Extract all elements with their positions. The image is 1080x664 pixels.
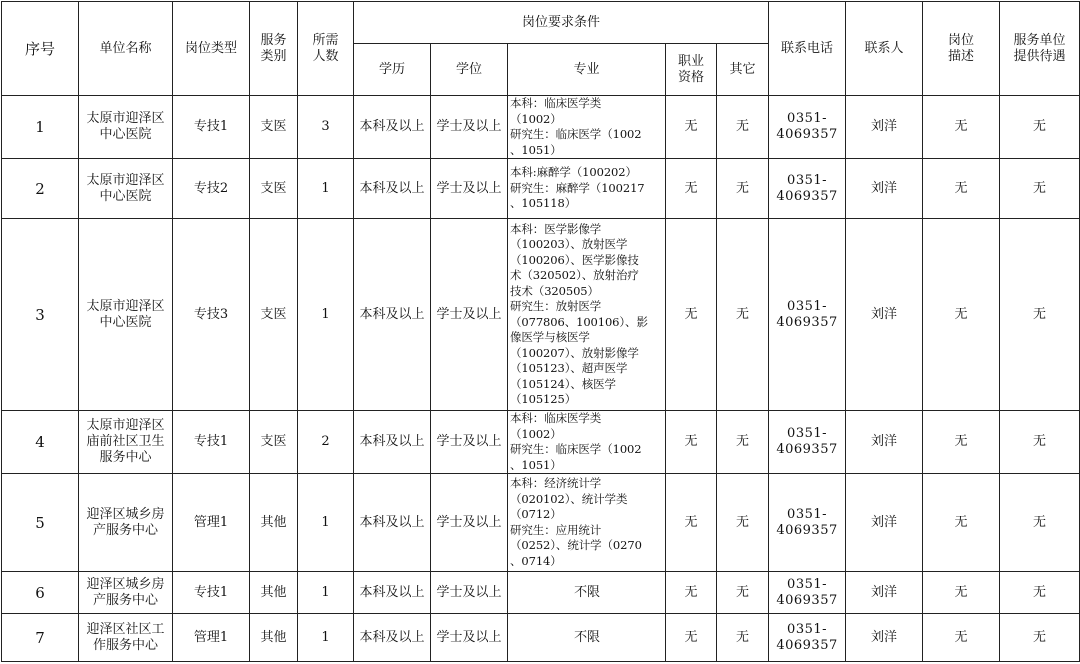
header-contact: 联系人 (846, 2, 923, 96)
cell-description: 无 (923, 411, 1000, 474)
cell-service-category: 支医 (250, 96, 298, 159)
cell-qualification: 无 (666, 219, 717, 411)
cell-description: 无 (923, 614, 1000, 662)
cell-contact: 刘洋 (846, 572, 923, 614)
cell-other: 无 (717, 159, 769, 219)
cell-unit: 迎泽区城乡房产服务中心 (79, 572, 173, 614)
table-row (2, 614, 1080, 662)
cell-phone: 0351- 4069357 (769, 159, 846, 219)
cell-seq: 2 (2, 159, 79, 219)
table-row (2, 474, 1080, 572)
cell-major: 不限 (508, 614, 666, 662)
cell-count: 1 (298, 219, 354, 411)
cell-service-category: 其他 (250, 572, 298, 614)
cell-post-type: 专技3 (173, 219, 250, 411)
cell-major: 本科：临床医学类 （1002） 研究生：临床医学（1002 、1051） (508, 411, 666, 474)
cell-seq: 3 (2, 219, 79, 411)
header-degree: 学位 (431, 44, 508, 96)
cell-major: 本科:麻醉学（100202） 研究生：麻醉学（100217 、105118） (508, 159, 666, 219)
cell-phone: 0351- 4069357 (769, 474, 846, 572)
cell-education: 本科及以上 (354, 614, 431, 662)
cell-contact: 刘洋 (846, 96, 923, 159)
cell-count: 1 (298, 159, 354, 219)
cell-education: 本科及以上 (354, 96, 431, 159)
cell-benefits: 无 (1000, 572, 1080, 614)
cell-benefits: 无 (1000, 474, 1080, 572)
cell-qualification: 无 (666, 411, 717, 474)
cell-description: 无 (923, 96, 1000, 159)
header-post-type: 岗位类型 (173, 2, 250, 96)
cell-degree: 学士及以上 (431, 96, 508, 159)
cell-degree: 学士及以上 (431, 411, 508, 474)
cell-count: 1 (298, 572, 354, 614)
cell-unit: 太原市迎泽区中心医院 (79, 159, 173, 219)
cell-education: 本科及以上 (354, 159, 431, 219)
cell-service-category: 支医 (250, 411, 298, 474)
cell-benefits: 无 (1000, 96, 1080, 159)
cell-benefits: 无 (1000, 411, 1080, 474)
header-education: 学历 (354, 44, 431, 96)
cell-degree: 学士及以上 (431, 614, 508, 662)
cell-description: 无 (923, 572, 1000, 614)
cell-benefits: 无 (1000, 614, 1080, 662)
cell-phone: 0351- 4069357 (769, 411, 846, 474)
cell-seq: 6 (2, 572, 79, 614)
header-seq: 序号 (2, 2, 79, 96)
cell-unit: 太原市迎泽区中心医院 (79, 96, 173, 159)
cell-service-category: 支医 (250, 159, 298, 219)
header-unit: 单位名称 (79, 2, 173, 96)
cell-education: 本科及以上 (354, 411, 431, 474)
table-row (2, 411, 1080, 474)
cell-unit: 迎泽区城乡房产服务中心 (79, 474, 173, 572)
cell-service-category: 其他 (250, 614, 298, 662)
cell-contact: 刘洋 (846, 614, 923, 662)
table-row (2, 219, 1080, 411)
cell-post-type: 专技2 (173, 159, 250, 219)
cell-seq: 7 (2, 614, 79, 662)
cell-degree: 学士及以上 (431, 219, 508, 411)
header-qualification: 职业 资格 (666, 44, 717, 96)
cell-post-type: 专技1 (173, 411, 250, 474)
cell-qualification: 无 (666, 474, 717, 572)
header-service-category: 服务 类别 (250, 2, 298, 96)
cell-education: 本科及以上 (354, 474, 431, 572)
cell-other: 无 (717, 572, 769, 614)
cell-contact: 刘洋 (846, 219, 923, 411)
cell-description: 无 (923, 159, 1000, 219)
cell-other: 无 (717, 96, 769, 159)
header-other: 其它 (717, 44, 769, 96)
header-description: 岗位 描述 (923, 2, 1000, 96)
cell-count: 3 (298, 96, 354, 159)
cell-other: 无 (717, 219, 769, 411)
cell-post-type: 专技1 (173, 572, 250, 614)
cell-post-type: 管理1 (173, 474, 250, 572)
cell-service-category: 其他 (250, 474, 298, 572)
table-row (2, 159, 1080, 219)
cell-education: 本科及以上 (354, 219, 431, 411)
cell-other: 无 (717, 474, 769, 572)
cell-seq: 1 (2, 96, 79, 159)
cell-benefits: 无 (1000, 219, 1080, 411)
recruitment-table (1, 1, 1080, 662)
header-count: 所需 人数 (298, 2, 354, 96)
cell-seq: 4 (2, 411, 79, 474)
cell-contact: 刘洋 (846, 411, 923, 474)
cell-degree: 学士及以上 (431, 572, 508, 614)
cell-phone: 0351- 4069357 (769, 96, 846, 159)
cell-description: 无 (923, 474, 1000, 572)
cell-unit: 太原市迎泽区庙前社区卫生服务中心 (79, 411, 173, 474)
table-row (2, 96, 1080, 159)
cell-other: 无 (717, 614, 769, 662)
header-major: 专业 (508, 44, 666, 96)
cell-major: 本科：经济统计学 （020102）、统计学类 （0712） 研究生：应用统计 （0252）、统计学（0270 、0714） (508, 474, 666, 572)
cell-unit: 太原市迎泽区中心医院 (79, 219, 173, 411)
cell-post-type: 专技1 (173, 96, 250, 159)
cell-degree: 学士及以上 (431, 474, 508, 572)
cell-benefits: 无 (1000, 159, 1080, 219)
cell-phone: 0351- 4069357 (769, 614, 846, 662)
cell-description: 无 (923, 219, 1000, 411)
cell-contact: 刘洋 (846, 474, 923, 572)
header-phone: 联系电话 (769, 2, 846, 96)
cell-phone: 0351- 4069357 (769, 572, 846, 614)
cell-service-category: 支医 (250, 219, 298, 411)
cell-count: 1 (298, 474, 354, 572)
cell-post-type: 管理1 (173, 614, 250, 662)
cell-count: 1 (298, 614, 354, 662)
cell-degree: 学士及以上 (431, 159, 508, 219)
table-row (2, 572, 1080, 614)
cell-phone: 0351- 4069357 (769, 219, 846, 411)
cell-qualification: 无 (666, 572, 717, 614)
cell-seq: 5 (2, 474, 79, 572)
cell-other: 无 (717, 411, 769, 474)
cell-education: 本科及以上 (354, 572, 431, 614)
cell-contact: 刘洋 (846, 159, 923, 219)
cell-qualification: 无 (666, 614, 717, 662)
cell-qualification: 无 (666, 96, 717, 159)
cell-major: 不限 (508, 572, 666, 614)
header-requirements: 岗位要求条件 (354, 2, 769, 44)
cell-qualification: 无 (666, 159, 717, 219)
cell-major: 本科：临床医学类 （1002） 研究生：临床医学（1002 、1051） (508, 96, 666, 159)
cell-unit: 迎泽区社区工作服务中心 (79, 614, 173, 662)
cell-count: 2 (298, 411, 354, 474)
cell-major: 本科：医学影像学 （100203）、放射医学 （100206）、医学影像技 术（320502）、放射治疗 技术（320505） 研究生：放射医学 （077806、100106）、影 像医学与核医学 （100207）、放射影像学 （105123）、超声医学 （105124）、核医学 （105125） (508, 219, 666, 411)
header-benefits: 服务单位 提供待遇 (1000, 2, 1080, 96)
